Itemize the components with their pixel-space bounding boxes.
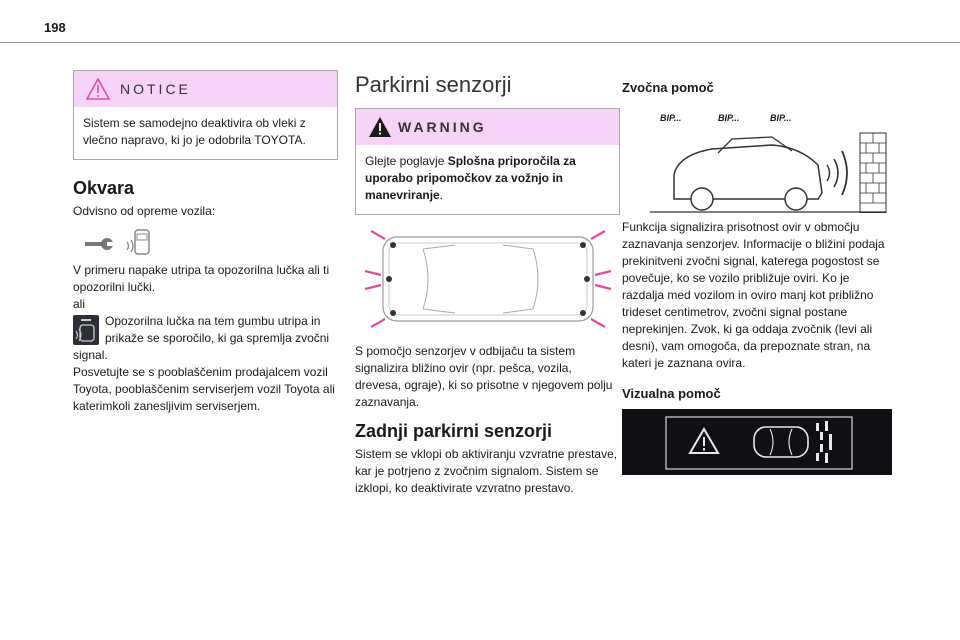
notice-title: NOTICE	[120, 81, 191, 97]
wrench-icon	[83, 234, 117, 254]
warning-header	[356, 109, 619, 145]
rear-sensors-text: Sistem se vklopi ob aktiviranju vzvratne prestave, kar je potrjeno z zvočnim signalom. Sistem se izklopi, ko deaktivirate vzvratno prestavo.	[355, 447, 618, 495]
visual-aid-screen-graphic	[622, 409, 892, 475]
notice-header	[74, 71, 337, 107]
warning-text-prefix: Glejte poglavje	[365, 154, 448, 168]
rear-sensors-heading: Zadnji parkirni senzorji	[355, 421, 553, 441]
warning-box	[355, 108, 620, 215]
okvara-paragraph-1: V primeru napake utripa ta opozorilna lučka ali ti opozorilni lučki.	[73, 263, 330, 294]
column-middle	[355, 72, 620, 497]
bip-label-2: BIP...	[718, 113, 740, 123]
visual-aid-heading: Vizualna pomoč	[622, 386, 721, 401]
column-left	[73, 70, 338, 415]
column-right	[622, 80, 894, 475]
okvara-paragraph-2: Opozorilna lučka na tem gumbu utripa in prikaže se sporočilo, ki ga spremlja zvočni signal.	[73, 314, 330, 362]
header-rule	[0, 42, 960, 43]
warning-link-text: Splošna priporočila za uporabo pripomočkov za vožnjo in manevriranje	[365, 154, 576, 202]
warning-text-suffix: .	[439, 188, 444, 202]
okvara-heading: Okvara	[73, 178, 135, 198]
car-sensors-diagram	[363, 227, 613, 337]
bip-label-1: BIP...	[660, 113, 682, 123]
parking-button-icon	[73, 315, 99, 345]
parking-sensor-lamp-icon	[125, 228, 155, 258]
okvara-button-block	[73, 313, 338, 364]
audible-aid-heading: Zvočna pomoč	[622, 80, 714, 95]
warning-triangle-icon	[368, 116, 392, 138]
bip-label-3: BIP...	[770, 113, 792, 123]
parking-sensors-intro: S pomočjo senzorjev v odbijaču ta sistem signalizira bližino ovir (npr. pešca, vozila, drevesa, ograje), ki so prisotne v njegovem polju zaznavanja.	[355, 344, 613, 409]
audible-aid-text: Funkcija signalizira prisotnost ovir v območju zaznavanja senzorjev. Informacije o bližini podaja prekinitveni zvočni signal, katerega pogostost se povečuje, ko se vozilo približuje oviri. Ko je razdalja med vozilom in oviro manj kot približno trideset centimetrov, zvočni signal postane neprekinjen. Zvok, ki ga oddaja zvočnik (levi ali desni), vam omogoča, da prepoznate stran, na kateri je zaznana ovira.	[622, 220, 885, 370]
notice-text: Sistem se samodejno deaktivira ob vleki z vlečno napravo, ki jo je odobrila TOYOTA.	[83, 116, 306, 147]
okvara-or: ali	[73, 297, 86, 311]
okvara-intro: Odvisno od opreme vozila:	[73, 204, 216, 218]
okvara-paragraph-3: Posvetujte se s pooblaščenim prodajalcem vozil Toyota, pooblaščenim serviserjem vozil Toyota ali katerimkoli zanesljivim serviserjem.	[73, 365, 335, 413]
page-number: 198	[44, 20, 66, 35]
warning-title: WARNING	[398, 119, 487, 135]
warning-triangle-icon	[690, 429, 718, 453]
warning-triangle-icon	[86, 78, 110, 100]
parking-sensors-heading: Parkirni senzorji	[355, 72, 512, 97]
car-near-wall-icon	[622, 103, 892, 213]
visual-aid-screen	[622, 409, 892, 475]
notice-box	[73, 70, 338, 160]
warning-text	[356, 145, 619, 214]
audible-aid-illustration	[622, 103, 892, 213]
warning-lamps-row	[73, 228, 338, 262]
